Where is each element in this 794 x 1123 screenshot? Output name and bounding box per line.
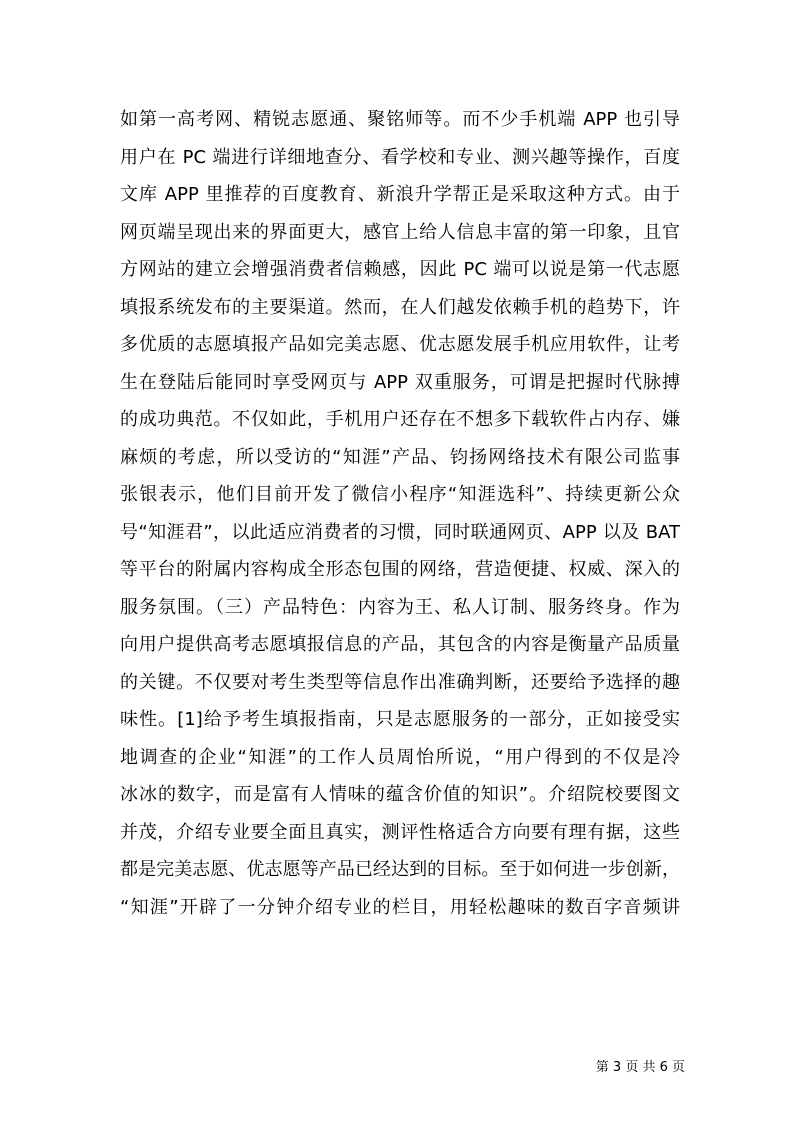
text-line: 等平台的附属内容构成全形态包围的网络，营造便捷、权威、深入的 [120,559,680,580]
text-line: “知涯”开辟了一分钟介绍专业的栏目，用轻松趣味的数百字音频讲 [120,896,680,918]
text-line: 并茂，介绍专业要全面且真实，测评性格适合方向要有理有据，这些 [120,821,680,843]
text-line: 号“知涯君”，以此适应消费者的习惯，同时联通网页、APP 以及 BAT [120,521,680,543]
text-line: 网页端呈现出来的界面更大，感官上给人信息丰富的第一印象，且官 [120,221,680,243]
text-line: 多优质的志愿填报产品如完美志愿、优志愿发展手机应用软件，让考 [120,334,680,355]
text-line: 文库 APP 里推荐的百度教育、新浪升学帮正是采取这种方式。由于 [120,184,680,205]
text-line: 方网站的建立会增强消费者信赖感，因此 PC 端可以说是第一代志愿 [120,259,680,280]
text-line: 地调查的企业“知涯”的工作人员周怡所说，“用户得到的不仅是冷 [120,746,680,768]
text-line: 张银表示，他们目前开发了微信小程序“知涯选科”、持续更新公众 [120,484,680,505]
text-line: 如第一高考网、精锐志愿通、聚铭师等。而不少手机端 APP 也引导 [120,109,680,130]
text-line: 向用户提供高考志愿填报信息的产品，其包含的内容是衡量产品质量 [120,634,680,655]
body-text [120,101,680,926]
text-line: 都是完美志愿、优志愿等产品已经达到的目标。至于如何进一步创新， [120,859,680,880]
text-line: 的成功典范。不仅如此，手机用户还存在不想多下载软件占内存、嫌 [120,409,680,430]
text-line: 冰冰的数字，而是富有人情味的蕴含价值的知识”。介绍院校要图文 [120,784,680,805]
text-line: 的关键。不仅要对考生类型等信息作出准确判断，还要给予选择的趣 [120,671,680,693]
text-line: 生在登陆后能同时享受网页与 APP 双重服务，可谓是把握时代脉搏 [120,371,680,393]
page-number: 第 3 页 共 6 页 [595,1060,685,1075]
text-line: 服务氛围。（三）产品特色：内容为王、私人订制、服务终身。作为 [120,596,680,618]
text-line: 用户在 PC 端进行详细地查分、看学校和专业、测兴趣等操作，百度 [120,146,680,168]
text-line: 填报系统发布的主要渠道。然而，在人们越发依赖手机的趋势下，许 [120,296,680,318]
text-line: 味性。[1]给予考生填报指南，只是志愿服务的一部分，正如接受实 [120,709,680,730]
text-line: 麻烦的考虑，所以受访的“知涯”产品、钧扬网络技术有限公司监事 [120,446,680,468]
